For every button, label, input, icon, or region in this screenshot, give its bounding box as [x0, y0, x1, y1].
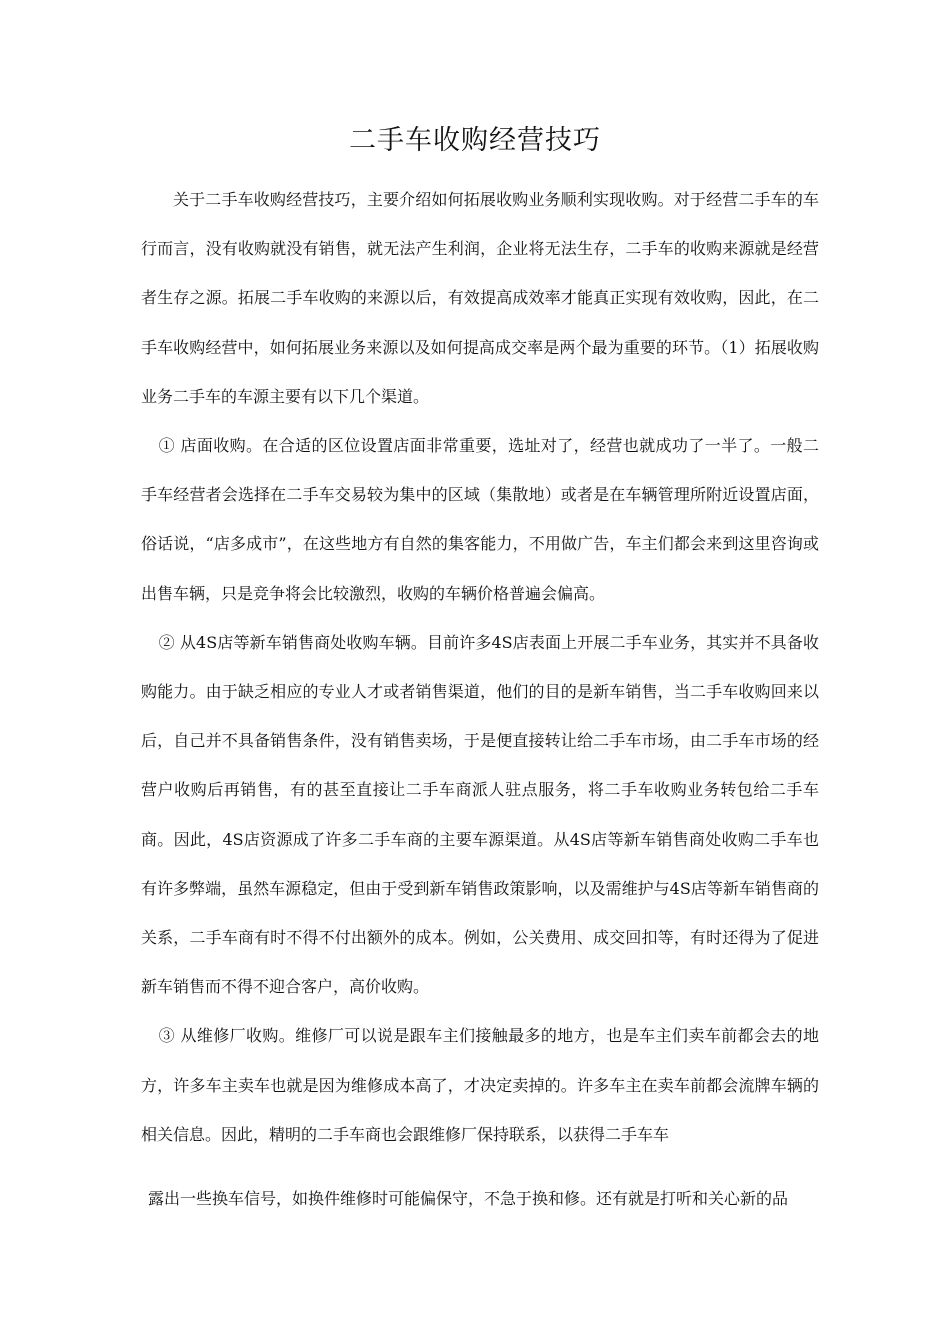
document-body — [141, 175, 819, 1159]
paragraph-intro: 关于二手车收购经营技巧，主要介绍如何拓展收购业务顺利实现收购。对于经营二手车的车行而言，没有收购就没有销售，就无法产生利润，企业将无法生存，二手车的收购来源就是经营者生存之源。拓展二手车收购的来源以后，有效提高成效率才能真正实现有效收购，因此，在二手车收购经营中，如何拓展业务来源以及如何提高成交率是两个最为重要的环节。（1）拓展收购业务二手车的车源主要有以下几个渠道。 — [141, 190, 819, 406]
paragraph-item-3: ③ 从维修厂收购。维修厂可以说是跟车主们接触最多的地方，也是车主们卖车前都会去的地方，许多车主卖车也就是因为维修成本高了，才决定卖掉的。许多车主在卖车前都会流牌车辆的相关信息。因此，精明的二手车商也会跟维修厂保持联系，以获得二手车车 — [141, 1026, 819, 1144]
document-title: 二手车收购经营技巧 — [349, 125, 601, 156]
paragraph-item-2: ② 从4S店等新车销售商处收购车辆。目前许多4S店表面上开展二手车业务，其实并不具备收购能力。由于缺乏相应的专业人才或者销售渠道，他们的目的是新车销售，当二手车收购回来以后，自己并不具备销售条件，没有销售卖场，于是便直接转让给二手车市场，由二手车市场的经营户收购后再销售，有的甚至直接让二手车商派人驻点服务，将二手车收购业务转包给二手车商。因此，4S店资源成了许多二手车商的主要车源渠道。从4S店等新车销售商处收购二手车也有许多弊端，虽然车源稳定，但由于受到新车销售政策影响，以及需维护与4S店等新车销售商的关系，二手车商有时不得不付出额外的成本。例如，公关费用、成交回扣等，有时还得为了促进新车销售而不得不迎合客户，高价收购。 — [141, 632, 819, 997]
page-footer-text: 露出一些换车信号，如换件维修时可能偏保守，不急于换和修。还有就是打听和关心新的品 — [148, 1189, 789, 1208]
paragraph-item-1: ① 店面收购。在合适的区位设置店面非常重要，选址对了，经营也就成功了一半了。一般二手车经营者会选择在二手车交易较为集中的区域（集散地）或者是在车辆管理所附近设置店面，俗话说，“店多成市”，在这些地方有自然的集客能力，不用做广告，车主们都会来到这里咨询或出售车辆，只是竞争将会比较激烈，收购的车辆价格普遍会偏高。 — [141, 436, 819, 603]
